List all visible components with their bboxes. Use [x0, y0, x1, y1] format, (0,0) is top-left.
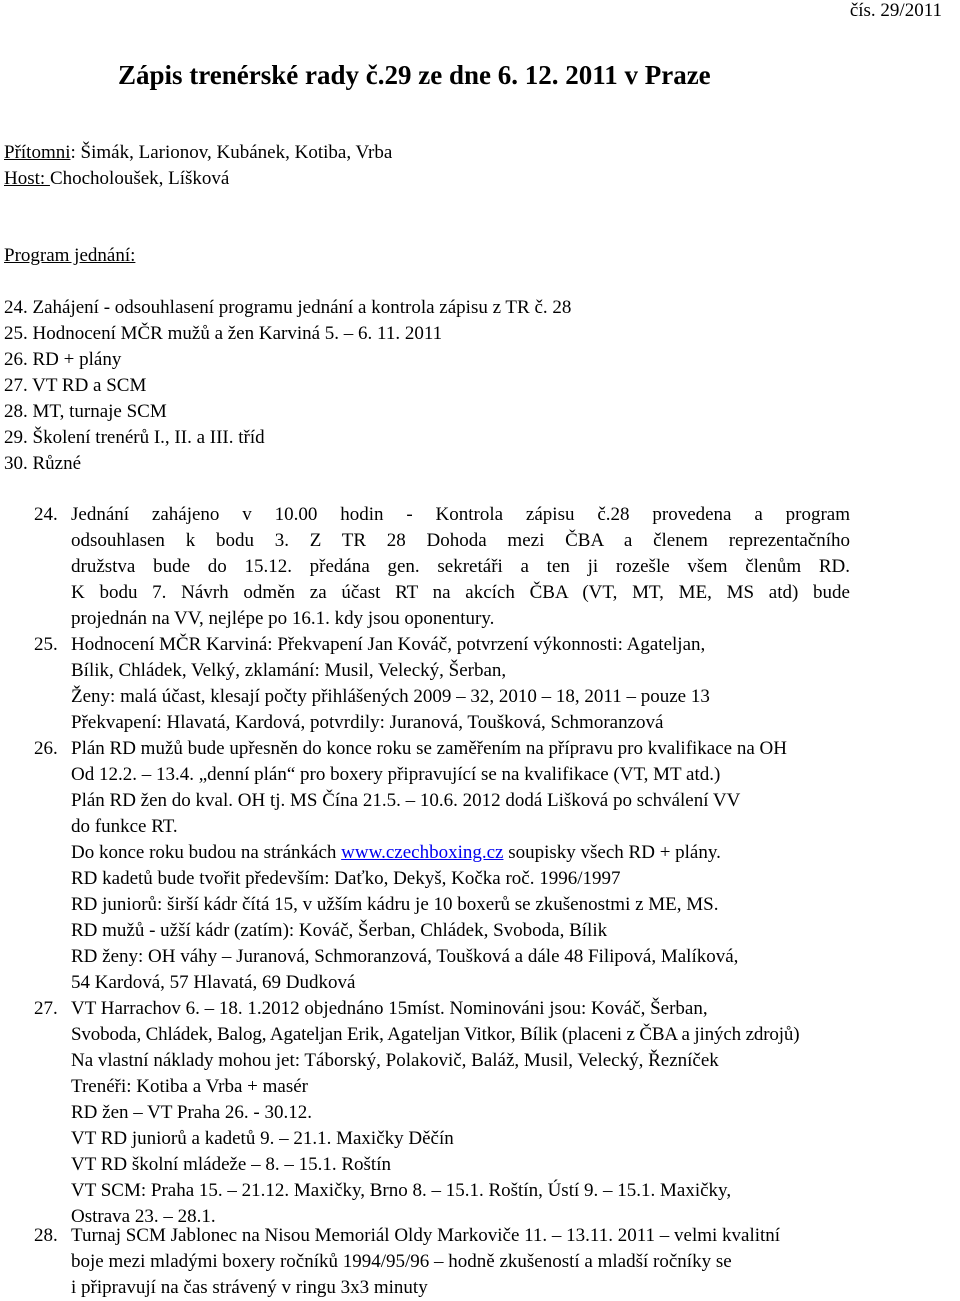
program-item: 27. VT RD a SCM [4, 375, 147, 396]
program-item: 24. Zahájení - odsouhlasení programu jednání a kontrola zápisu z TR č. 28 [4, 297, 572, 318]
item-number: 24. [34, 504, 58, 525]
item-line: Svoboda, Chládek, Balog, Agateljan Erik, Agateljan Vitkor, Bílik (placeni z ČBA a jiných zdrojů) [71, 1024, 800, 1045]
item-line: družstva bude do 15.12. předána gen. sekretáři a ten ji rozešle všem členům RD. [71, 556, 850, 577]
item-line: VT SCM: Praha 15. – 21.12. Maxičky, Brno 8. – 15.1. Roštín, Ústí 9. – 15.1. Maxičky, [71, 1180, 732, 1201]
item-number: 25. [34, 634, 58, 655]
item-number: 26. [34, 738, 58, 759]
item-line: do funkce RT. [71, 816, 178, 837]
item-line: Bílik, Chládek, Velký, zklamání: Musil, Velecký, Šerban, [71, 660, 507, 681]
item-line: 54 Kardová, 57 Hlavatá, 69 Dudková [71, 972, 356, 993]
item-line: Plán RD žen do kval. OH tj. MS Čína 21.5. – 10.6. 2012 dodá Lišková po schválení VV [71, 790, 741, 811]
item-number: 27. [34, 998, 58, 1019]
item-line: projednán na VV, nejlépe po 16.1. kdy jsou oponentury. [71, 608, 495, 629]
item-line: Turnaj SCM Jablonec na Nisou Memoriál Oldy Markoviče 11. – 13.11. 2011 – velmi kvalitní [71, 1225, 781, 1246]
item-line: Ženy: malá účast, klesají počty přihlášených 2009 – 32, 2010 – 18, 2011 – pouze 13 [71, 686, 710, 707]
guest-line [4, 166, 229, 192]
item-line: Hodnocení MČR Karviná: Překvapení Jan Kováč, potvrzení výkonnosti: Agateljan, [71, 634, 706, 655]
item-line: Od 12.2. – 13.4. „denní plán“ pro boxery připravující se na kvalifikace (VT, MT atd.) [71, 764, 721, 785]
item-number: 28. [34, 1225, 58, 1246]
item-line: K bodu 7. Návrh odměn za účast RT na akcích ČBA (VT, MT, ME, MS atd) bude [71, 582, 850, 603]
program-item: 25. Hodnocení MČR mužů a žen Karviná 5. – 6. 11. 2011 [4, 323, 443, 344]
present-line [4, 140, 392, 166]
item-line: RD ženy: OH váhy – Juranová, Schmoranzová, Toušková a dále 48 Filipová, Malíková, [71, 946, 739, 967]
document-number: čís. 29/2011 [849, 0, 942, 21]
guest-label: Host: [4, 168, 50, 189]
item-line: Překvapení: Hlavatá, Kardová, potvrdily: Juranová, Toušková, Schmoranzová [71, 712, 664, 733]
item-line: boje mezi mladými boxery ročníků 1994/95/96 – hodně zkušeností a mladší ročníky se [71, 1251, 732, 1272]
item-line: Jednání zahájeno v 10.00 hodin - Kontrola zápisu č.28 provedena a program [71, 504, 850, 525]
item-line: RD kadetů bude tvořit především: Daťko, Dekyš, Kočka roč. 1996/1997 [71, 868, 621, 889]
item-line [71, 840, 721, 866]
item-line: odsouhlasen k bodu 3. Z TR 28 Dohoda mezi ČBA a členem reprezentačního [71, 530, 850, 551]
present-label: Přítomni [4, 142, 71, 163]
item-line: RD žen – VT Praha 26. - 30.12. [71, 1102, 312, 1123]
program-item: 30. Různé [4, 453, 82, 474]
item-line: RD juniorů: širší kádr čítá 15, v užším kádru je 10 boxerů se zkušenostmi z ME, MS. [71, 894, 719, 915]
program-item: 29. Školení trenérů I., II. a III. tříd [4, 427, 265, 448]
item-line-text: Do konce roku budou na stránkách [71, 842, 342, 863]
present-value: : Šimák, Larionov, Kubánek, Kotiba, Vrba [70, 142, 393, 163]
program-item: 28. MT, turnaje SCM [4, 401, 167, 422]
item-line: i připravují na čas strávený v ringu 3x3 minuty [71, 1277, 428, 1298]
item-line: VT RD juniorů a kadetů 9. – 21.1. Maxičky Děčín [71, 1128, 454, 1149]
item-line: VT RD školní mládeže – 8. – 15.1. Roštín [71, 1154, 391, 1175]
item-line: Plán RD mužů bude upřesněn do konce roku se zaměřením na přípravu pro kvalifikace na OH [71, 738, 787, 759]
item-line: Na vlastní náklady mohou jet: Táborský, Polakovič, Baláž, Musil, Velecký, Řezníček [71, 1050, 719, 1071]
item-line: Ostrava 23. – 28.1. [71, 1206, 216, 1227]
item-line: RD mužů - užší kádr (zatím): Kováč, Šerban, Chládek, Svoboda, Bílik [71, 920, 608, 941]
guest-value: Chocholoušek, Líšková [49, 168, 230, 189]
program-heading: Program jednání: [4, 245, 136, 266]
item-line-text: soupisky všech RD + plány. [503, 842, 721, 863]
item-line: Trenéři: Kotiba a Vrba + masér [71, 1076, 308, 1097]
czechboxing-link[interactable]: www.czechboxing.cz [341, 842, 504, 863]
document-title: Zápis trenérské rady č.29 ze dne 6. 12. 2011 v Praze [118, 60, 711, 90]
item-line: VT Harrachov 6. – 18. 1.2012 objednáno 15míst. Nominováni jsou: Kováč, Šerban, [71, 998, 708, 1019]
program-item: 26. RD + plány [4, 349, 122, 370]
